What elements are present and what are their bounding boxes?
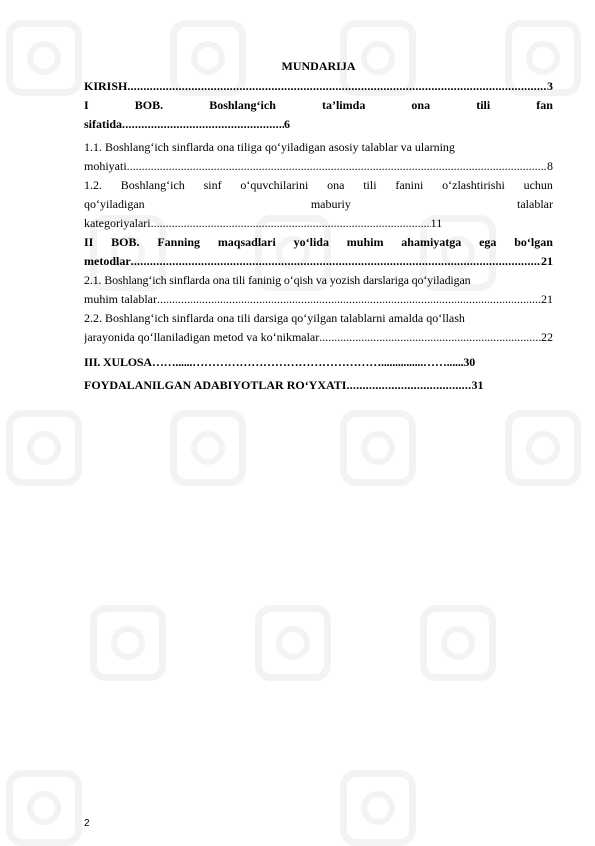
leader-dots: [151, 214, 431, 233]
entry-word: maburiy: [310, 197, 351, 211]
heading-word: BOB.: [134, 98, 164, 112]
table-of-contents: [84, 58, 553, 397]
entry-label: sifatida: [84, 117, 123, 131]
toc-entry-bob2-heading: [84, 233, 553, 252]
entry-page: 22: [541, 330, 553, 344]
heading-word: Boshlang‘ich: [209, 98, 276, 112]
entry-label: KIRISH: [84, 79, 128, 93]
entry-page: 21: [541, 292, 553, 306]
entry-word: sinf: [203, 178, 222, 192]
heading-word: fan: [536, 98, 553, 112]
entry-word: Boshlang‘ich: [120, 178, 185, 192]
page-number: 2: [84, 818, 90, 829]
toc-entry-2-1-line1: 2.1. Boshlang‘ich sinflarda ona tili faninig o‘qish va yozish darslariga qo‘yiladigan: [84, 273, 471, 287]
entry-label: metodlar: [84, 254, 131, 268]
leader-dots: [346, 374, 471, 397]
entry-page: 21: [541, 254, 553, 268]
heading-word: tili: [476, 98, 491, 112]
entry-label: mohiyati: [84, 159, 127, 173]
toc-entry-1-2-line1: [84, 176, 553, 195]
toc-entry-1-1-line1: 1.1. Boshlang‘ich sinflarda ona tiliga qo‘yiladigan asosiy talablar va ularning: [84, 140, 455, 154]
leader-dots: [157, 290, 541, 309]
entry-page: 6: [284, 117, 291, 131]
toc-title: MUNDARIJA: [281, 59, 356, 73]
toc-entry-2-2: [84, 328, 553, 347]
toc-entry-xulosa: III. XULOSA……......…………………………………………...............……......30: [84, 355, 476, 369]
leader-dots: [319, 328, 541, 347]
entry-word: qo‘yiladigan: [84, 197, 145, 211]
heading-word: I: [84, 98, 89, 112]
toc-entry-bob2: [84, 252, 553, 271]
entry-word: o‘zlashtirishi: [442, 178, 505, 192]
toc-entry-bob1: [84, 115, 553, 134]
leader-dots: [127, 157, 547, 176]
entry-page: 3: [547, 79, 553, 93]
toc-entry-1-2-line2: [84, 195, 553, 214]
entry-word: 1.2.: [84, 178, 102, 192]
toc-entry-1-2: [84, 214, 553, 233]
heading-word: II: [84, 235, 94, 249]
heading-word: yo‘lida: [293, 235, 329, 249]
heading-word: maqsadlari: [217, 235, 276, 249]
toc-entry-bob1-heading: [84, 96, 553, 115]
entry-page: 11: [430, 216, 443, 230]
entry-word: fanini: [395, 178, 424, 192]
leader-dots: [122, 115, 284, 134]
leader-dots: [131, 252, 541, 271]
toc-entry-1-1: [84, 157, 553, 176]
heading-word: bo‘lgan: [514, 235, 553, 249]
heading-word: Fanning: [157, 235, 200, 249]
entry-page: 31: [471, 378, 484, 392]
entry-word: ona: [327, 178, 345, 192]
entry-word: o‘quvchilarini: [240, 178, 309, 192]
heading-word: BOB.: [111, 235, 140, 249]
entry-word: uchun: [523, 178, 553, 192]
heading-word: muhim: [346, 235, 384, 249]
toc-entry-2-2-line1: 2.2. Boshlang‘ich sinflarda ona tili darsiga qo‘yilgan talablarni amalda qo‘llash: [84, 311, 465, 325]
heading-word: ega: [479, 235, 497, 249]
entry-label: jarayonida qo‘llaniladigan metod va ko‘nikmalar: [84, 330, 320, 344]
entry-word: tili: [363, 178, 377, 192]
entry-label: kategoriyalari: [84, 216, 151, 230]
toc-entry-foydalanilgan: [84, 374, 553, 397]
heading-word: ahamiyatga: [401, 235, 462, 249]
toc-entry-kirish: [84, 77, 553, 96]
heading-word: ona: [411, 98, 431, 112]
leader-dots: [127, 77, 547, 96]
entry-word: talablar: [517, 197, 553, 211]
entry-label: FOYDALANILGAN ADABIYOTLAR RO‘YXATI: [84, 378, 347, 392]
heading-word: ta’limda: [321, 98, 366, 112]
toc-entry-2-1: [84, 290, 553, 309]
entry-label: muhim talablar: [84, 292, 157, 306]
entry-page: 8: [547, 159, 553, 173]
